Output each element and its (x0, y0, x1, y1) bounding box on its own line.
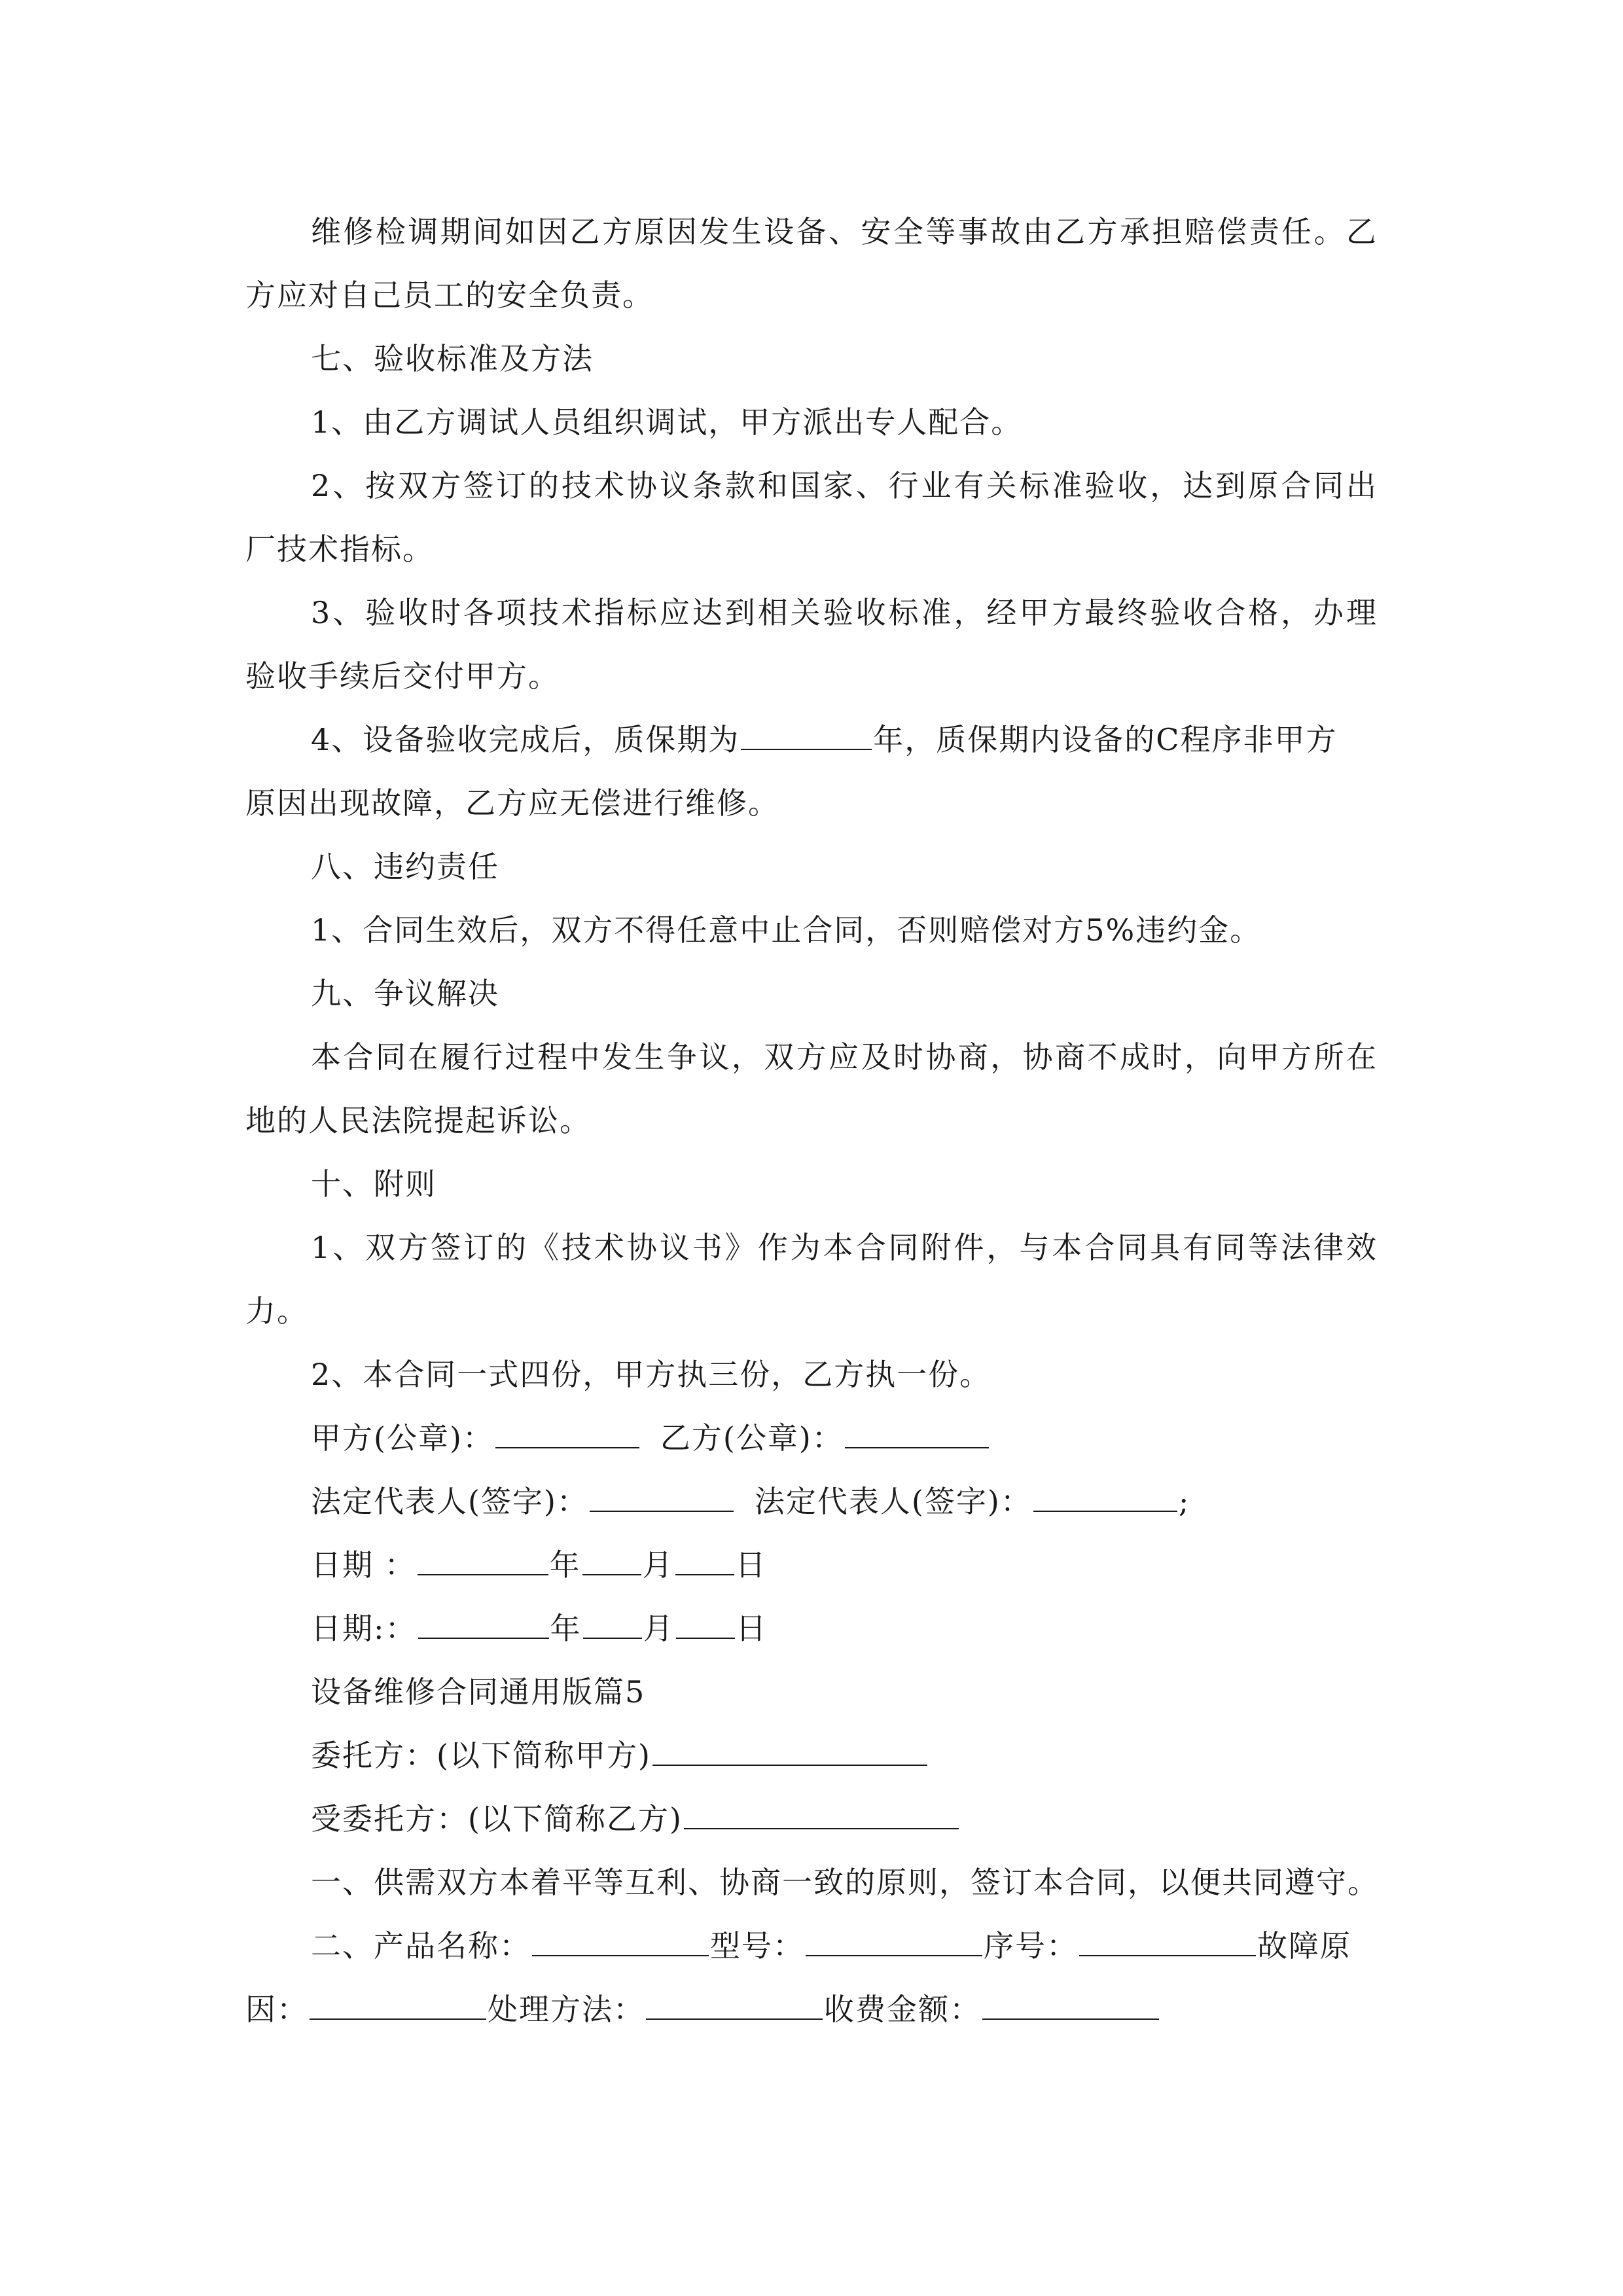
rep-b-blank (1033, 1484, 1177, 1512)
section-heading: 七、验收标准及方法 (311, 341, 594, 376)
serial-blank (1079, 1929, 1256, 1956)
year-label: 年 (549, 1547, 581, 1583)
year-label: 年 (550, 1611, 582, 1646)
clause-text: 年，质保期内设备的C程序非甲方 (873, 722, 1338, 757)
clause: 1、合同生效后，双方不得任意中止合同，否则赔偿对方5%违约金。 (311, 912, 1262, 948)
clause: 一、供需双方本着平等互利、协商一致的原则，签订本合同，以便共同遵守。 (311, 1865, 1379, 1900)
section-heading: 九、争议解决 (311, 976, 499, 1011)
method-label: 处理方法： (488, 1992, 645, 2027)
year-blank (418, 1548, 548, 1575)
party-a-seal-label: 甲方(公章)： (311, 1420, 494, 1456)
client-blank (652, 1738, 927, 1766)
section-heading: 十、附则 (311, 1166, 437, 1202)
product-line-continued (245, 1978, 1378, 2041)
document-body (245, 200, 1378, 2041)
rep-a-label: 法定代表人(签字)： (311, 1484, 588, 1519)
rep-b-label: 法定代表人(签字)： (754, 1484, 1032, 1519)
blank-field (741, 723, 872, 750)
paragraph-line: 维修检调期间如因乙方原因发生设备、安全等事故由乙方承担赔偿责任。乙 (311, 214, 1378, 249)
fault-label-cont: 因： (245, 1992, 308, 2027)
serial-label: 序号： (984, 1928, 1078, 1964)
clause-continuation: 验收手续后交付甲方。 (245, 658, 560, 694)
method-blank (646, 1992, 823, 2020)
clause-text: 4、设备验收完成后，质保期为 (311, 722, 740, 757)
day-blank (675, 1548, 734, 1575)
contractor-line (245, 1787, 1378, 1851)
clause: 1、双方签订的《技术协议书》作为本合同附件，与本合同具有同等法律效 (311, 1230, 1378, 1265)
rep-end: ; (1178, 1484, 1190, 1519)
month-blank (582, 1548, 641, 1575)
product-label: 二、产品名称： (311, 1928, 531, 1964)
contractor-label: 受委托方：(以下简称乙方) (311, 1801, 683, 1837)
date-label: 日期 ： (311, 1547, 416, 1583)
signature-rep-line (245, 1470, 1378, 1534)
clause-continuation: 地的人民法院提起诉讼。 (245, 1103, 591, 1138)
clause: 1、由乙方调试人员组织调试，甲方派出专人配合。 (311, 404, 1023, 440)
clause-continuation: 原因出现故障，乙方应无偿进行维修。 (245, 785, 779, 821)
fault-blank (310, 1992, 486, 2020)
clause (245, 708, 1378, 772)
party-a-seal-blank (495, 1421, 639, 1448)
signature-seal-line (245, 1407, 1378, 1470)
month-label: 月 (642, 1547, 674, 1583)
clause: 2、按双方签订的技术协议条款和国家、行业有关标准验收，达到原合同出 (311, 468, 1378, 503)
client-label: 委托方：(以下简称甲方) (311, 1738, 651, 1773)
paragraph-line: 方应对自己员工的安全负责。 (245, 278, 654, 313)
client-line (245, 1724, 1378, 1787)
date-line (245, 1597, 1378, 1660)
year-blank (418, 1611, 549, 1639)
contractor-blank (684, 1802, 959, 1829)
month-blank (583, 1611, 642, 1639)
clause: 本合同在履行过程中发生争议，双方应及时协商，协商不成时，向甲方所在 (311, 1039, 1378, 1075)
clause-continuation: 力。 (245, 1293, 308, 1329)
chapter-title: 设备维修合同通用版篇5 (311, 1674, 646, 1710)
product-blank (532, 1929, 709, 1956)
clause: 3、验收时各项技术指标应达到相关验收标准，经甲方最终验收合格，办理 (311, 595, 1378, 630)
day-blank (676, 1611, 735, 1639)
date-label: 日期:： (311, 1611, 417, 1646)
fee-blank (982, 1992, 1159, 2020)
party-b-seal-blank (845, 1421, 989, 1448)
day-label: 日 (736, 1611, 768, 1646)
section-heading: 八、违约责任 (311, 849, 499, 884)
product-line (245, 1914, 1378, 1978)
rep-a-blank (590, 1484, 734, 1512)
model-label: 型号： (710, 1928, 804, 1964)
model-blank (806, 1929, 982, 1956)
clause-continuation: 厂技术指标。 (245, 531, 434, 567)
month-label: 月 (643, 1611, 675, 1646)
date-line (245, 1534, 1378, 1597)
day-label: 日 (735, 1547, 767, 1583)
fault-label: 故障原 (1257, 1928, 1351, 1964)
fee-label: 收费金额： (824, 1992, 981, 2027)
party-b-seal-label: 乙方(公章)： (660, 1420, 844, 1456)
clause: 2、本合同一式四份，甲方执三份，乙方执一份。 (311, 1357, 991, 1392)
